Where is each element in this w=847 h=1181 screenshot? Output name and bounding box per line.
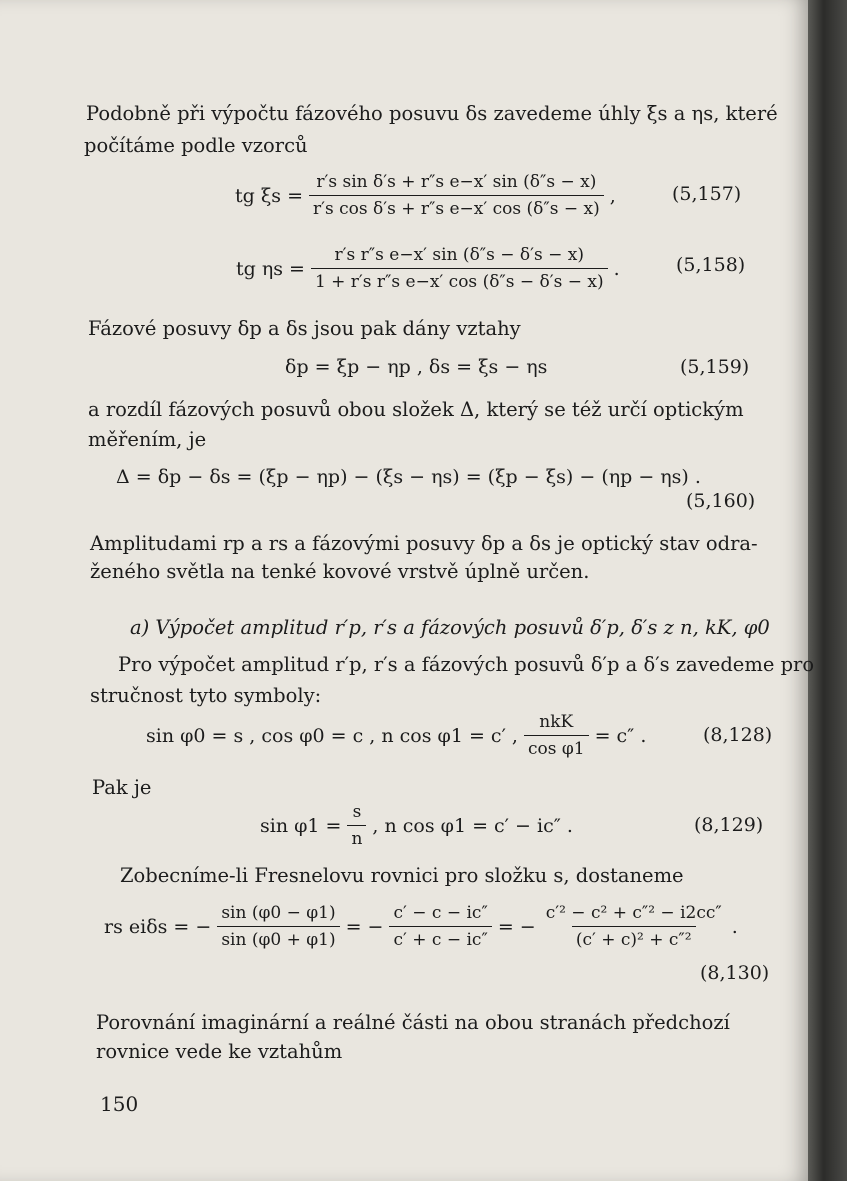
equation-part: = −: [497, 915, 536, 938]
text-line: Pro výpočet amplitud r′p, r′s a fázových posuvů δ′p a δ′s zavedeme pro: [118, 653, 815, 676]
equation-number: (8,130): [700, 962, 770, 984]
fraction: [524, 712, 589, 759]
equation-part: = c″ .: [594, 724, 647, 747]
denominator: r′s cos δ′s + r″s e−x′ cos (δ″s − x): [309, 195, 604, 219]
equation-5-160: Δ = δp − δs = (ξp − ηp) − (ξs − ηs) = (ξp − ξs) − (ηp − ηs) .: [116, 466, 701, 488]
text-line: a rozdíl fázových posuvů obou složek Δ, který se též určí optickým: [88, 398, 744, 421]
equation-5-158: [236, 245, 620, 292]
equation-number: (5,159): [680, 356, 750, 378]
equation-lhs: tg ξs =: [235, 184, 304, 207]
section-heading: a) Výpočet amplitud r′p, r′s a fázových posuvů δ′p, δ′s z n, kK, φ0: [130, 616, 770, 639]
text-line: Amplitudami rp a rs a fázovými posuvy δp a δs je optický stav odra-: [90, 532, 758, 555]
equation-part: sin φ1 =: [260, 814, 342, 837]
denominator: c′ + c − ic″: [389, 926, 491, 950]
denominator: n: [347, 825, 366, 849]
numerator: s: [352, 802, 362, 822]
numerator: sin (φ0 − φ1): [221, 903, 336, 923]
equation-5-157: [235, 172, 616, 219]
fraction: [311, 245, 608, 292]
fraction: [542, 903, 726, 950]
fraction: [389, 903, 491, 950]
denominator: cos φ1: [524, 735, 589, 759]
text-line: měřením, je: [88, 428, 207, 451]
equation-number: (8,128): [703, 724, 773, 746]
numerator: c′ − c − ic″: [393, 903, 488, 923]
fraction: [309, 172, 604, 219]
text-line: Podobně při výpočtu fázového posuvu δs zavedeme úhly ξs a ηs, které: [86, 102, 778, 125]
denominator: sin (φ0 + φ1): [217, 926, 339, 950]
page-number: 150: [100, 1092, 139, 1116]
equation-part: , n cos φ1 = c′ − ic″ .: [372, 814, 573, 837]
equation-8-129: [260, 802, 573, 849]
equation-part: sin φ0 = s , cos φ0 = c , n cos φ1 = c′ ,: [146, 724, 518, 747]
equation-number: (5,157): [672, 183, 742, 205]
equation-tail: .: [613, 257, 620, 280]
page-edge-shadow: [808, 0, 847, 1181]
numerator: nkK: [539, 712, 574, 732]
equation-8-128: [146, 712, 646, 759]
equation-tail: .: [731, 915, 738, 938]
text-line: Pak je: [92, 776, 152, 799]
equation-5-159: δp = ξp − ηp , δs = ξs − ηs: [285, 356, 548, 378]
text-line: Fázové posuvy δp a δs jsou pak dány vztahy: [88, 317, 521, 340]
text-line: Porovnání imaginární a reálné části na obou stranách předchozí: [96, 1011, 730, 1034]
equation-part: = −: [345, 915, 384, 938]
fraction: [217, 903, 339, 950]
text-line: stručnost tyto symboly:: [90, 684, 322, 707]
text-line: počítáme podle vzorců: [84, 134, 308, 157]
equation-lhs: tg ηs =: [236, 257, 305, 280]
denominator: (c′ + c)² + c″²: [572, 926, 696, 950]
text-line: rovnice vede ke vztahům: [96, 1040, 343, 1063]
numerator: r′s r″s e−x′ sin (δ″s − δ′s − x): [334, 245, 585, 265]
text-line: ženého světla na tenké kovové vrstvě úplně určen.: [90, 560, 590, 583]
numerator: c′² − c² + c″² − i2cc″: [545, 903, 722, 923]
text-line: Zobecníme-li Fresnelovu rovnici pro složku s, dostaneme: [120, 864, 684, 887]
fraction: [347, 802, 366, 849]
equation-number: (5,160): [686, 490, 756, 512]
equation-number: (8,129): [694, 814, 764, 836]
equation-tail: ,: [609, 184, 616, 207]
equation-lhs: rs eiδs = −: [104, 915, 212, 938]
denominator: 1 + r′s r″s e−x′ cos (δ″s − δ′s − x): [311, 268, 608, 292]
equation-number: (5,158): [676, 254, 746, 276]
equation-8-130: [104, 903, 738, 950]
numerator: r′s sin δ′s + r″s e−x′ sin (δ″s − x): [316, 172, 597, 192]
